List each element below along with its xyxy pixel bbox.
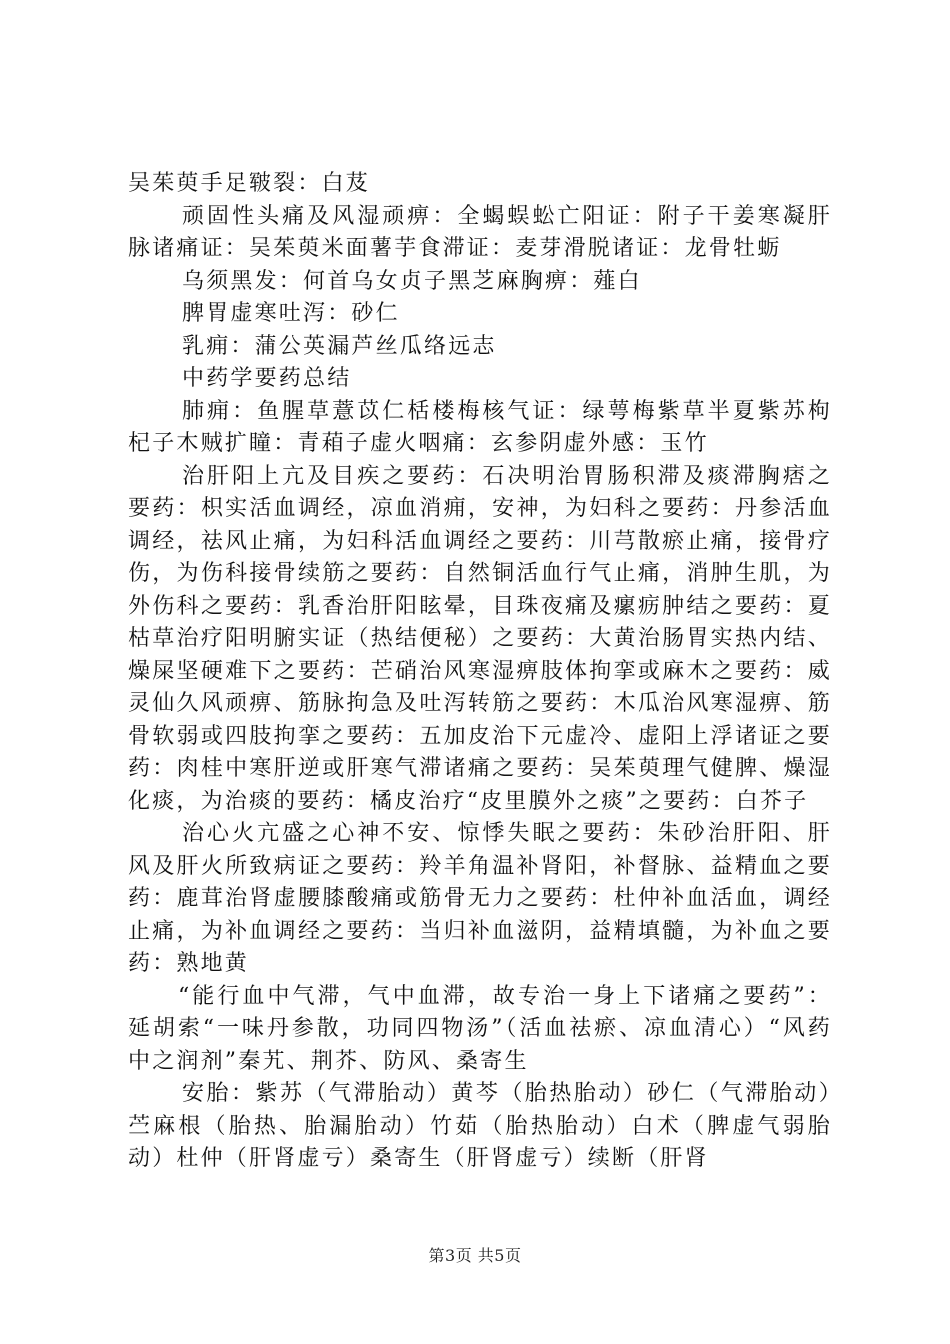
paragraph-11: 安胎：紫苏（气滞胎动）黄芩（胎热胎动）砂仁（气滞胎动）苎麻根（胎热、胎漏胎动）竹茹（胎热胎动）白术（脾虚气弱胎动）杜仲（肝肾虚亏）桑寄生（肝肾虚亏）续断（肝肾 <box>128 1081 832 1171</box>
paragraph-3: 乌须黑发：何首乌女贞子黑芝麻胸痹：薤白 <box>182 268 642 294</box>
paragraph-7: 肺痈：鱼腥草薏苡仁栝楼梅核气证：绿萼梅紫草半夏紫苏枸杞子木贼扩瞳：青葙子虚火咽痛：玄参阴虚外感：玉竹 <box>128 398 832 456</box>
paragraph-2: 顽固性头痛及风湿顽痹：全蝎蜈蚣亡阳证：附子干姜寒凝肝脉诸痛证：吴茱萸米面薯芋食滞证：麦芽滑脱诸证：龙骨牡蛎 <box>128 203 832 261</box>
section-heading: 中药学要药总结 <box>182 366 352 391</box>
page-number-footer: 第3页 共5页 <box>428 1246 522 1265</box>
paragraph-9: 治心火亢盛之心神不安、惊悸失眠之要药：朱砂治肝阳、肝风及肝火所致病证之要药：羚羊角温补肾阳，补督脉、益精血之要药：鹿茸治肾虚腰膝酸痛或筋骨无力之要药：杜仲补血活血，调经止痛，为补血调经之要药：当归补血滋阴，益精填髓，为补血之要药：熟地黄 <box>128 821 832 976</box>
paragraph-10: “能行血中气滞，气中血滞，故专治一身上下诸痛之要药”：延胡索“一味丹参散，功同四物汤”（活血祛瘀、凉血清心）“风药中之润剂”秦艽、荆芥、防风、桑寄生 <box>128 983 832 1074</box>
document-body <box>128 168 832 1176</box>
paragraph-4: 脾胃虚寒吐泻：砂仁 <box>182 301 400 326</box>
paragraph-8: 治肝阳上亢及目疾之要药：石决明治胃肠积滞及痰滞胸痞之要药：枳实活血调经，凉血消痈，安神，为妇科之要药：丹参活血调经，祛风止痛，为妇科活血调经之要药：川芎散瘀止痛，接骨疗伤，为伤科接骨续筋之要药：自然铜活血行气止痛，消肿生肌，为外伤科之要药：乳香治肝阳眩晕，目珠夜痛及瘰疬肿结之要药：夏枯草治疗阳明腑实证（热结便秘）之要药：大黄治肠胃实热内结、燥屎坚硬难下之要药：芒硝治风寒湿痹肢体拘挛或麻木之要药：威灵仙久风顽痹、筋脉拘急及吐泻转筋之要药：木瓜治风寒湿痹、筋骨软弱或四肢拘挛之要药：五加皮治下元虚冷、虚阳上浮诸证之要药：肉桂中寒肝逆或肝寒气滞诸痛之要药：吴茱萸理气健脾、燥湿化痰，为治痰的要药：橘皮治疗“皮里膜外之痰”之要药：白芥子 <box>128 463 832 814</box>
paragraph-5: 乳痈：蒲公英漏芦丝瓜络远志 <box>182 333 497 359</box>
paragraph-1: 吴茱萸手足皲裂：白芨 <box>128 171 371 196</box>
